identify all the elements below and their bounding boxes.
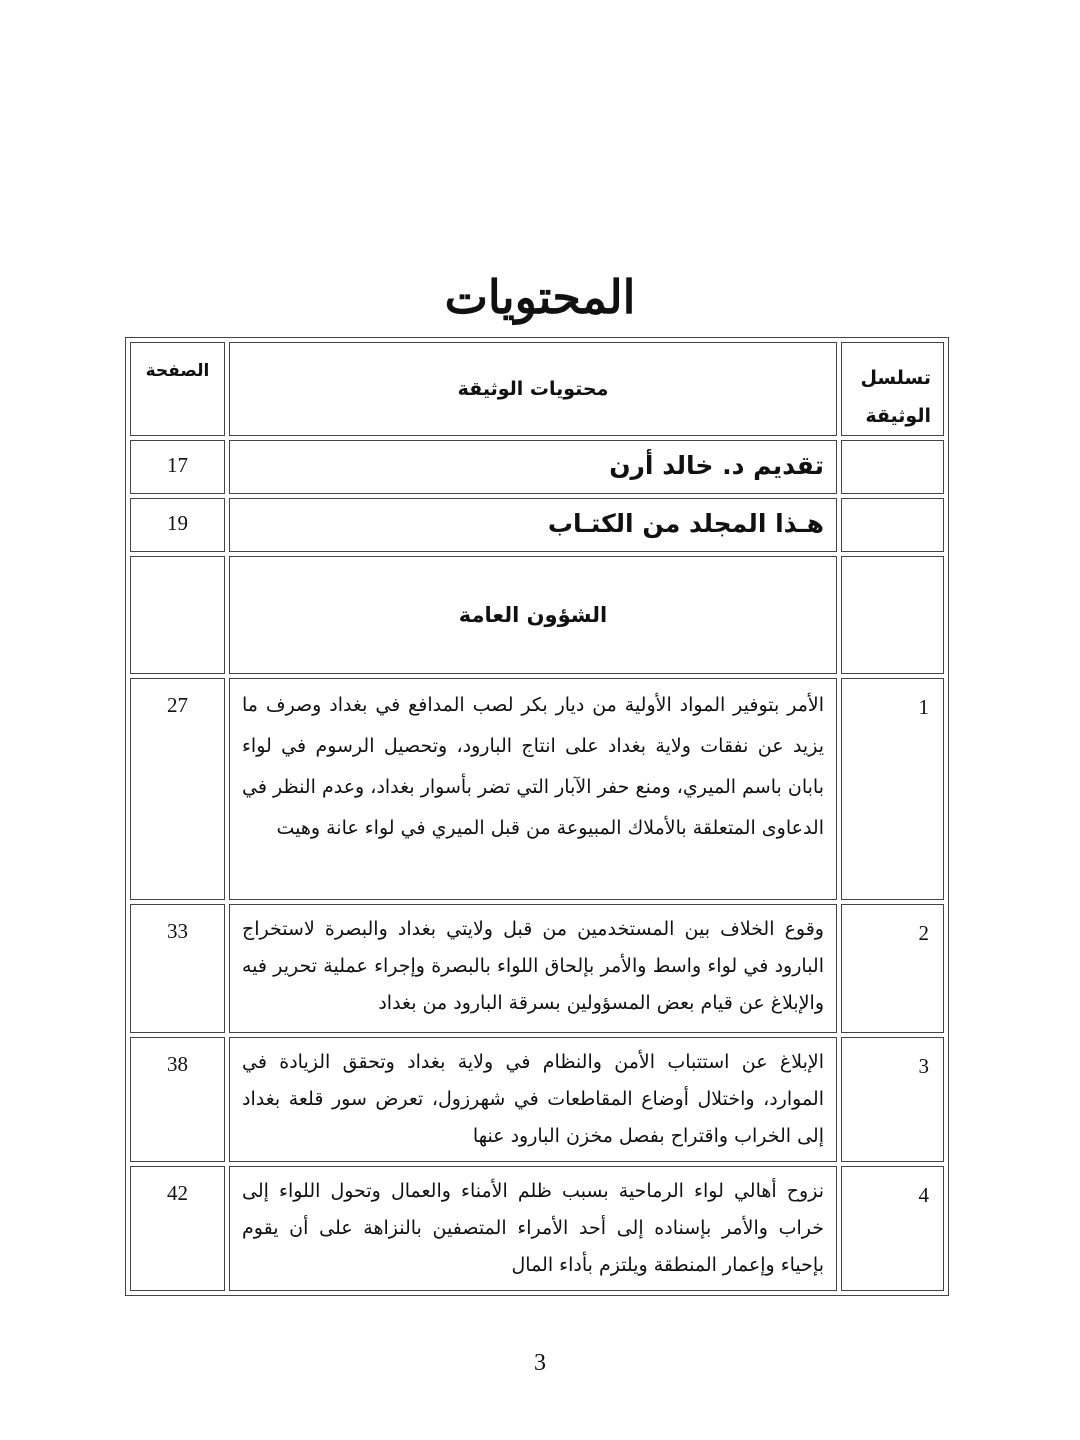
intro-row-text: هـذا المجلد من الكتـاب (229, 498, 837, 552)
empty-page-cell (130, 556, 225, 674)
table-header-row (130, 342, 944, 436)
entry-number: 4 (841, 1166, 944, 1291)
table-row (130, 498, 944, 552)
entry-page: 38 (130, 1037, 225, 1162)
entry-page: 27 (130, 678, 225, 900)
empty-seq-cell (841, 440, 944, 494)
entry-page: 42 (130, 1166, 225, 1291)
header-seq: تسلسل الوثيقة (841, 342, 944, 436)
intro-row-text: تقديم د. خالد أرن (229, 440, 837, 494)
entry-page: 33 (130, 904, 225, 1033)
table-row (130, 440, 944, 494)
contents-table (125, 337, 949, 1296)
empty-seq-cell (841, 498, 944, 552)
empty-seq-cell (841, 556, 944, 674)
table-row (130, 1037, 944, 1162)
section-row (130, 556, 944, 674)
intro-row-page: 19 (130, 498, 225, 552)
page-title: المحتويات (444, 270, 636, 324)
header-page: الصفحة (130, 342, 225, 436)
header-desc: محتويات الوثيقة (229, 342, 837, 436)
table-row (130, 678, 944, 900)
intro-row-page: 17 (130, 440, 225, 494)
entry-text: وقوع الخلاف بين المستخدمين من قبل ولايتي بغداد والبصرة لاستخراج البارود في لواء واسط والأمر بإلحاق اللواء بالبصرة وإجراء عملية تحرير فيه والإبلاغ عن قيام بعض المسؤولين بسرقة البارود من بغداد (229, 904, 837, 1033)
entry-text: الأمر بتوفير المواد الأولية من ديار بكر لصب المدافع في بغداد وصرف ما يزيد عن نفقات ولاية بغداد على انتاج البارود، وتحصيل الرسوم في لواء بابان باسم الميري، ومنع حفر الآبار التي تضر بأسوار بغداد، وعدم النظر في الدعاوى المتعلقة بالأملاك المبيوعة من قبل الميري في لواء عانة وهيت (229, 678, 837, 900)
table-row (130, 1166, 944, 1291)
entry-text: نزوح أهالي لواء الرماحية بسبب ظلم الأمناء والعمال وتحول اللواء إلى خراب والأمر بإسناده إلى أحد الأمراء المتصفين بالنزاهة على أن يقوم بإحياء وإعمار المنطقة ويلتزم بأداء المال (229, 1166, 837, 1291)
entry-number: 2 (841, 904, 944, 1033)
entry-text: الإبلاغ عن استتباب الأمن والنظام في ولاية بغداد وتحقق الزيادة في الموارد، واختلال أوضاع المقاطعات في شهرزول، تعرض سور قلعة بغداد إلى الخراب واقتراح بفصل مخزن البارود عنها (229, 1037, 837, 1162)
entry-number: 3 (841, 1037, 944, 1162)
section-title: الشؤون العامة (229, 556, 837, 674)
entry-number: 1 (841, 678, 944, 900)
table-row (130, 904, 944, 1033)
page-number: 3 (534, 1350, 546, 1376)
